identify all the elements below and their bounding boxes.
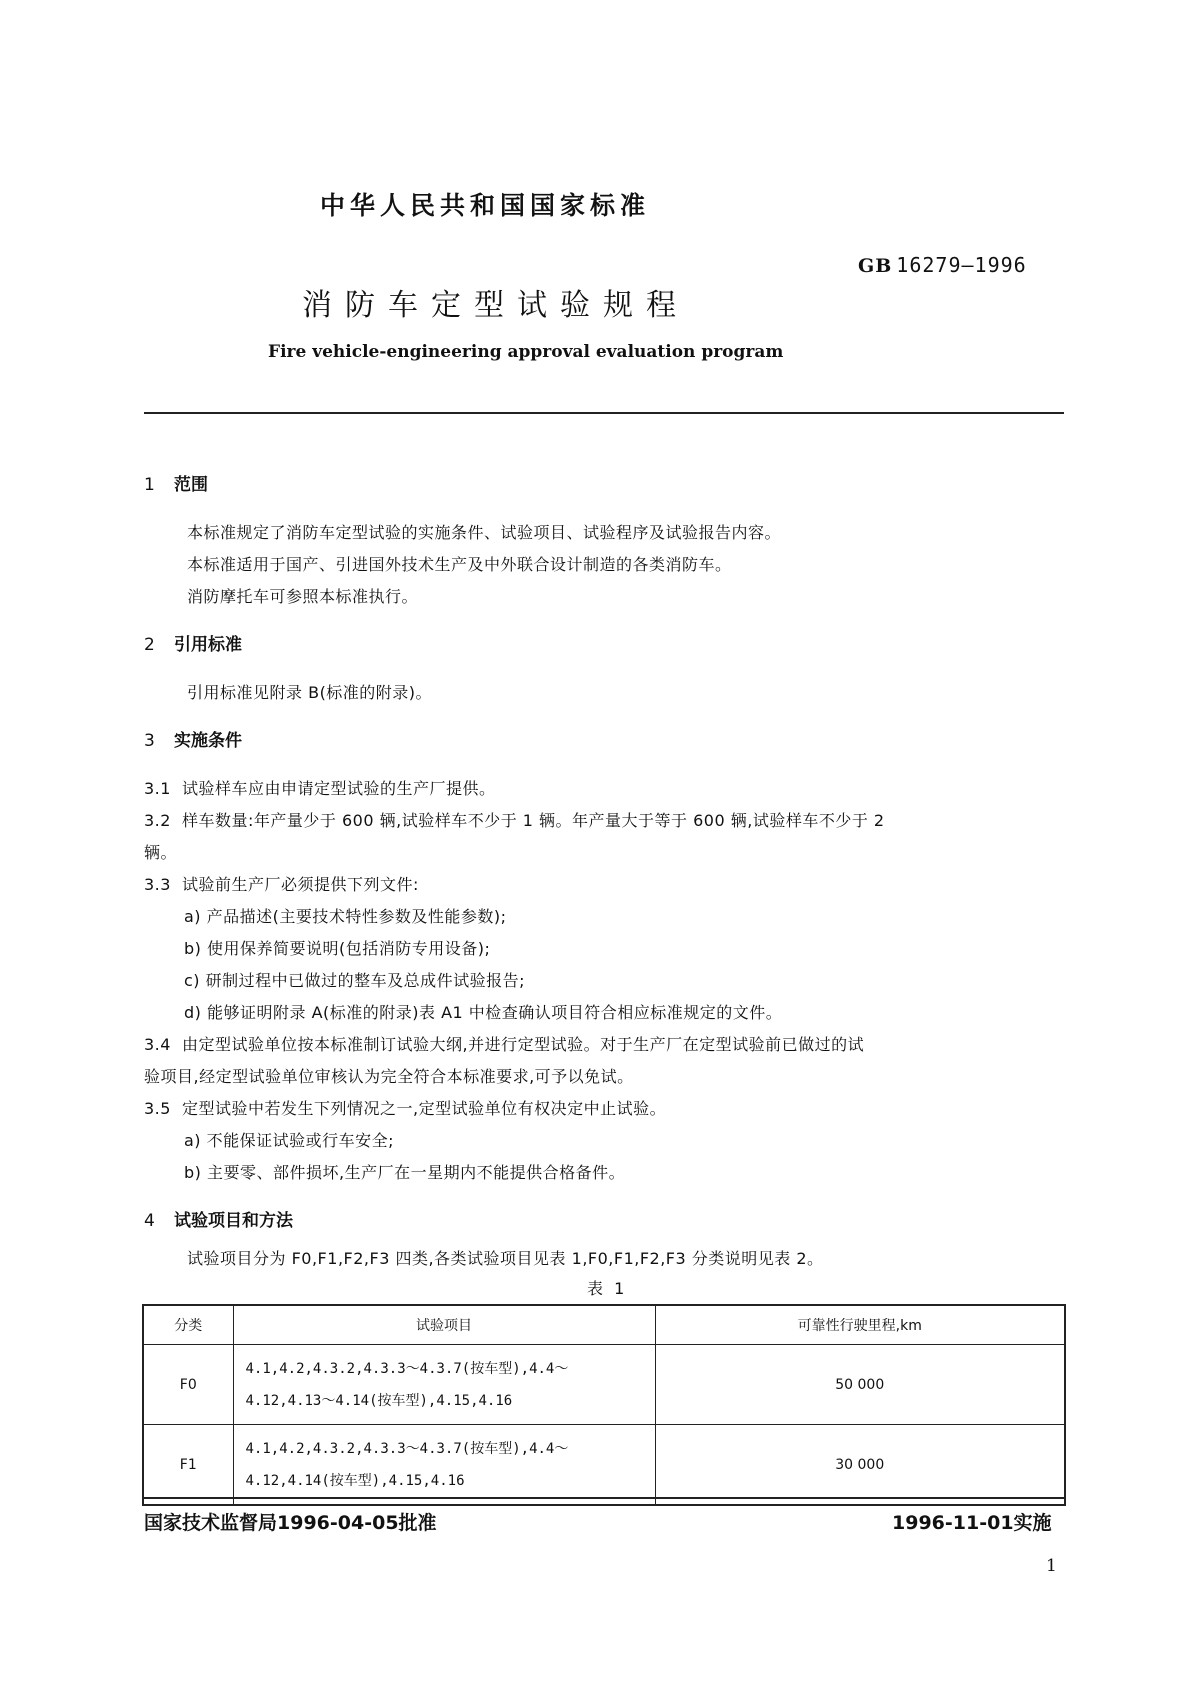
- national-standard-heading: 中华人民共和国国家标准: [320, 191, 651, 220]
- clause-text: 定型试验中若发生下列情况之一,定型试验单位有权决定中止试验。: [182, 1099, 667, 1118]
- approval-date: 国家技术监督局1996-04-05批准: [144, 1512, 437, 1534]
- table-1: [142, 1304, 1066, 1506]
- section-1-heading: [144, 470, 208, 495]
- clause-3-2-continued: 辆。: [144, 843, 178, 862]
- header-mileage: 可靠性行驶里程,km: [655, 1305, 1065, 1345]
- footer-divider: [144, 1497, 1064, 1499]
- clause-3-2: [144, 808, 885, 831]
- clause-3-3-item-b: b) 使用保养简要说明(包括消防专用设备);: [184, 939, 491, 958]
- clause-number: 3.4: [144, 1035, 171, 1054]
- gb-number: 16279—1996: [896, 253, 1027, 277]
- section-3-heading: [144, 726, 242, 751]
- section-number: 1: [144, 475, 155, 495]
- clause-3-3-item-a: a) 产品描述(主要技术特性参数及性能参数);: [184, 907, 507, 926]
- page-number: 1: [1046, 1556, 1057, 1576]
- implementation-date: 1996-11-01实施: [892, 1512, 1052, 1534]
- items-line: 4.1,4.2,4.3.2,4.3.3～4.3.7(按车型),4.4～: [245, 1360, 569, 1377]
- section-4-paragraph-1: 试验项目分为 F0,F1,F2,F3 四类,各类试验项目见表 1,F0,F1,F2,F3 分类说明见表 2。: [187, 1249, 824, 1268]
- clause-3-3-item-c: c) 研制过程中已做过的整车及总成件试验报告;: [184, 971, 526, 990]
- section-title: 实施条件: [174, 731, 242, 751]
- document-title-cn: 消防车定型试验规程: [302, 288, 689, 323]
- section-title: 试验项目和方法: [174, 1211, 293, 1231]
- section-title: 范围: [174, 475, 208, 495]
- section-2-heading: [144, 630, 242, 655]
- clause-text: 试验前生产厂必须提供下列文件:: [182, 875, 419, 894]
- section-1-paragraph-1: 本标准规定了消防车定型试验的实施条件、试验项目、试验程序及试验报告内容。: [187, 523, 782, 542]
- clause-number: 3.5: [144, 1099, 171, 1118]
- row-test-items: [233, 1345, 655, 1425]
- table-row: [143, 1345, 1065, 1425]
- clause-3-5-item-a: a) 不能保证试验或行车安全;: [184, 1131, 395, 1150]
- clause-3-1: [144, 776, 496, 799]
- section-1-paragraph-2: 本标准适用于国产、引进国外技术生产及中外联合设计制造的各类消防车。: [187, 555, 732, 574]
- clause-number: 3.3: [144, 875, 171, 894]
- section-title: 引用标准: [174, 635, 242, 655]
- row-category: F1: [143, 1425, 233, 1506]
- clause-3-4-continued: 验项目,经定型试验单位审核认为完全符合本标准要求,可予以免试。: [144, 1067, 634, 1086]
- table-1-caption: 表 1: [587, 1279, 628, 1298]
- table-header-row: [143, 1305, 1065, 1345]
- table-row: [143, 1425, 1065, 1506]
- header-category: 分类: [143, 1305, 233, 1345]
- clause-3-3-item-d: d) 能够证明附录 A(标准的附录)表 A1 中检查确认项目符合相应标准规定的文件。: [184, 1003, 783, 1022]
- section-4-heading: [144, 1206, 293, 1231]
- row-category: F0: [143, 1345, 233, 1425]
- header-test-items: 试验项目: [233, 1305, 655, 1345]
- clause-3-5: [144, 1096, 666, 1119]
- items-line: 4.12,4.13～4.14(按车型),4.15,4.16: [245, 1392, 513, 1409]
- clause-text: 由定型试验单位按本标准制订试验大纲,并进行定型试验。对于生产厂在定型试验前已做过的试: [182, 1035, 865, 1054]
- section-1-paragraph-3: 消防摩托车可参照本标准执行。: [187, 587, 419, 606]
- clause-number: 3.2: [144, 811, 171, 830]
- clause-text: 试验样车应由申请定型试验的生产厂提供。: [182, 779, 496, 798]
- clause-3-3: [144, 872, 419, 895]
- gb-prefix: GB: [858, 255, 893, 277]
- row-mileage: 50 000: [655, 1345, 1065, 1425]
- standard-code: [858, 253, 1027, 277]
- clause-text: 样车数量:年产量少于 600 辆,试验样车不少于 1 辆。年产量大于等于 600 辆,试验样车不少于 2: [182, 811, 885, 830]
- items-line: 4.1,4.2,4.3.2,4.3.3～4.3.7(按车型),4.4～: [245, 1440, 569, 1457]
- items-line: 4.12,4.14(按车型),4.15,4.16: [245, 1472, 465, 1489]
- document-title-en: Fire vehicle-engineering approval evaluation program: [268, 342, 784, 362]
- row-mileage: 30 000: [655, 1425, 1065, 1506]
- clause-number: 3.1: [144, 779, 171, 798]
- section-number: 3: [144, 731, 155, 751]
- clause-3-4: [144, 1032, 864, 1055]
- section-2-paragraph-1: 引用标准见附录 B(标准的附录)。: [187, 683, 433, 702]
- header-divider: [144, 412, 1064, 414]
- row-test-items: [233, 1425, 655, 1506]
- section-number: 4: [144, 1211, 155, 1231]
- section-number: 2: [144, 635, 155, 655]
- clause-3-5-item-b: b) 主要零、部件损坏,生产厂在一星期内不能提供合格备件。: [184, 1163, 626, 1182]
